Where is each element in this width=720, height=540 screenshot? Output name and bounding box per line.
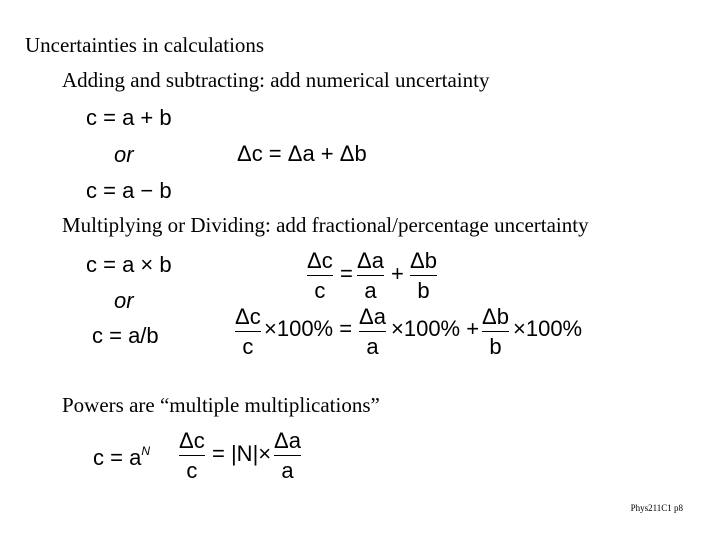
fraction-dc-over-c: $\frac{\Delta c}{c}$ [307, 248, 333, 303]
section-heading-multiply-divide: Multiplying or Dividing: add fractional/percentage uncertainty [62, 213, 589, 237]
or-label: or [114, 288, 134, 313]
fraction-da-over-a: $\frac{\Delta a}{a}$ [359, 304, 386, 359]
page-title: Uncertainties in calculations [25, 33, 265, 57]
page-footer: Phys211C1 p8 [630, 503, 683, 513]
fraction-dc-over-c: $\frac{\Delta c}{c}$ [235, 304, 261, 359]
fraction-da-over-a: $\frac{\Delta a}{a}$ [357, 248, 384, 303]
equals-sign: = [340, 261, 353, 286]
abs-n-times: = |N|× [212, 441, 272, 466]
equation-sum: c = a + b [86, 105, 172, 130]
equation-product: c = a × b [86, 252, 172, 277]
percent-term: ×100% + [391, 316, 480, 341]
plus-sign: + [391, 261, 404, 286]
rule-absolute-uncertainty: Δc = Δa + Δb [237, 141, 367, 166]
percent-term: ×100% = [264, 316, 353, 341]
fraction-db-over-b: $\frac{\Delta b}{b}$ [410, 248, 437, 303]
fraction-da-over-a: $\frac{\Delta a}{a}$ [274, 428, 301, 483]
section-heading-add-subtract: Adding and subtracting: add numerical uncertainty [62, 68, 490, 92]
equation-difference: c = a − b [86, 178, 172, 203]
or-label: or [114, 142, 134, 167]
fraction-db-over-b: $\frac{\Delta b}{b}$ [482, 304, 509, 359]
percent-term: ×100% [513, 316, 583, 341]
equation-quotient: c = a/b [92, 323, 159, 348]
section-heading-powers: Powers are “multiple multiplications” [62, 393, 380, 417]
fraction-dc-over-c: $\frac{\Delta c}{c}$ [179, 428, 205, 483]
equation-power: $c = a^N$ [93, 444, 150, 470]
